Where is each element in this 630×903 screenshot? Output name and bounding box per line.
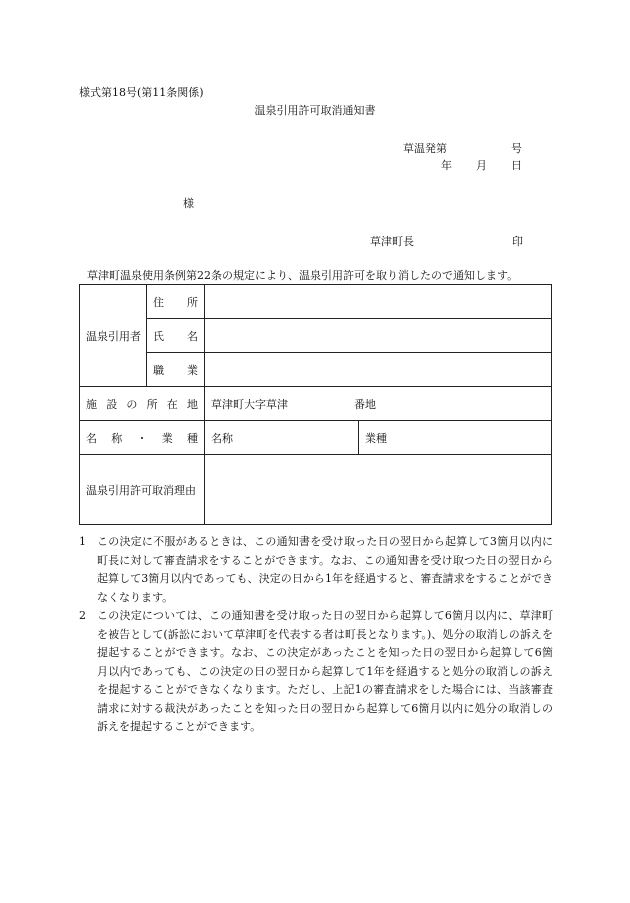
note-item [79, 607, 553, 737]
address-label: 住 所 [147, 285, 205, 319]
occupation-label: 職 業 [147, 353, 205, 387]
issue-date [441, 157, 522, 173]
notice-table [79, 284, 552, 525]
user-group-label: 温泉引用者 [80, 285, 147, 387]
reference-number [403, 140, 522, 156]
document-title: 温泉引用許可取消通知書 [254, 104, 376, 117]
facility-location-label: 施 設 の 所 在 地 [80, 387, 205, 421]
reason-value [205, 455, 552, 525]
facility-location-value [205, 387, 552, 421]
note-number: 2 [79, 609, 86, 622]
name-value [205, 319, 552, 353]
note-text: この決定に不服があるときは、この通知書を受け取った日の翌日から起算して3箇月以内に町長に対して審査請求をすることができます。なお、この通知書を受け取つた日の翌日から起算して3箇月以内であっても、決定の日から1年を経過すると、審査請求をすることができなくなります。 [97, 535, 553, 604]
reference-prefix: 草温発第 [403, 142, 447, 155]
business-type-cell [359, 421, 552, 455]
notes-section [79, 533, 553, 737]
note-text: この決定については、この通知書を受け取った日の翌日から起算して6箇月以内に、草津町を被告として(訴訟において草津町を代表する者は町長となります。)、処分の取消しの訴えを提起することができます。なお、この決定があったことを知った日の翌日から起算して6箇月以内であっても、この決定の日の翌日から起算して1年を経過すると処分の取消しの訴えを提起することができなくなります。ただし、上記1の審査請求をした場合には、当該審査請求に対する裁決があったことを知った日の翌日から起算して6箇月以内に処分の取消しの訴えを提起することができます。 [97, 609, 553, 733]
intro-text: 草津町温泉使用条例第22条の規定により、温泉引用許可を取り消したので通知します。 [87, 269, 519, 282]
reason-label: 温泉引用許可取消理由 [80, 455, 205, 525]
address-value [205, 285, 552, 319]
facility-name-label: 名称 [211, 431, 233, 445]
date-year: 年 [441, 159, 452, 172]
note-item [79, 533, 553, 607]
business-type-label: 業種 [365, 431, 387, 445]
date-month: 月 [476, 159, 487, 172]
lot-label: 番地 [354, 397, 376, 411]
issuer-name: 草津町長 [370, 235, 414, 248]
addressee-honorific: 様 [183, 197, 194, 210]
note-number: 1 [79, 535, 86, 548]
name-label: 氏 名 [147, 319, 205, 353]
occupation-value [205, 353, 552, 387]
seal-mark: 印 [512, 235, 523, 248]
location-value: 草津町大字草津 [211, 397, 288, 411]
date-day: 日 [511, 159, 522, 172]
reference-suffix: 号 [511, 142, 522, 155]
facility-name-cell [205, 421, 359, 455]
name-business-label: 名 称 ・ 業 種 [80, 421, 205, 455]
form-number: 様式第18号(第11条関係) [79, 86, 204, 99]
